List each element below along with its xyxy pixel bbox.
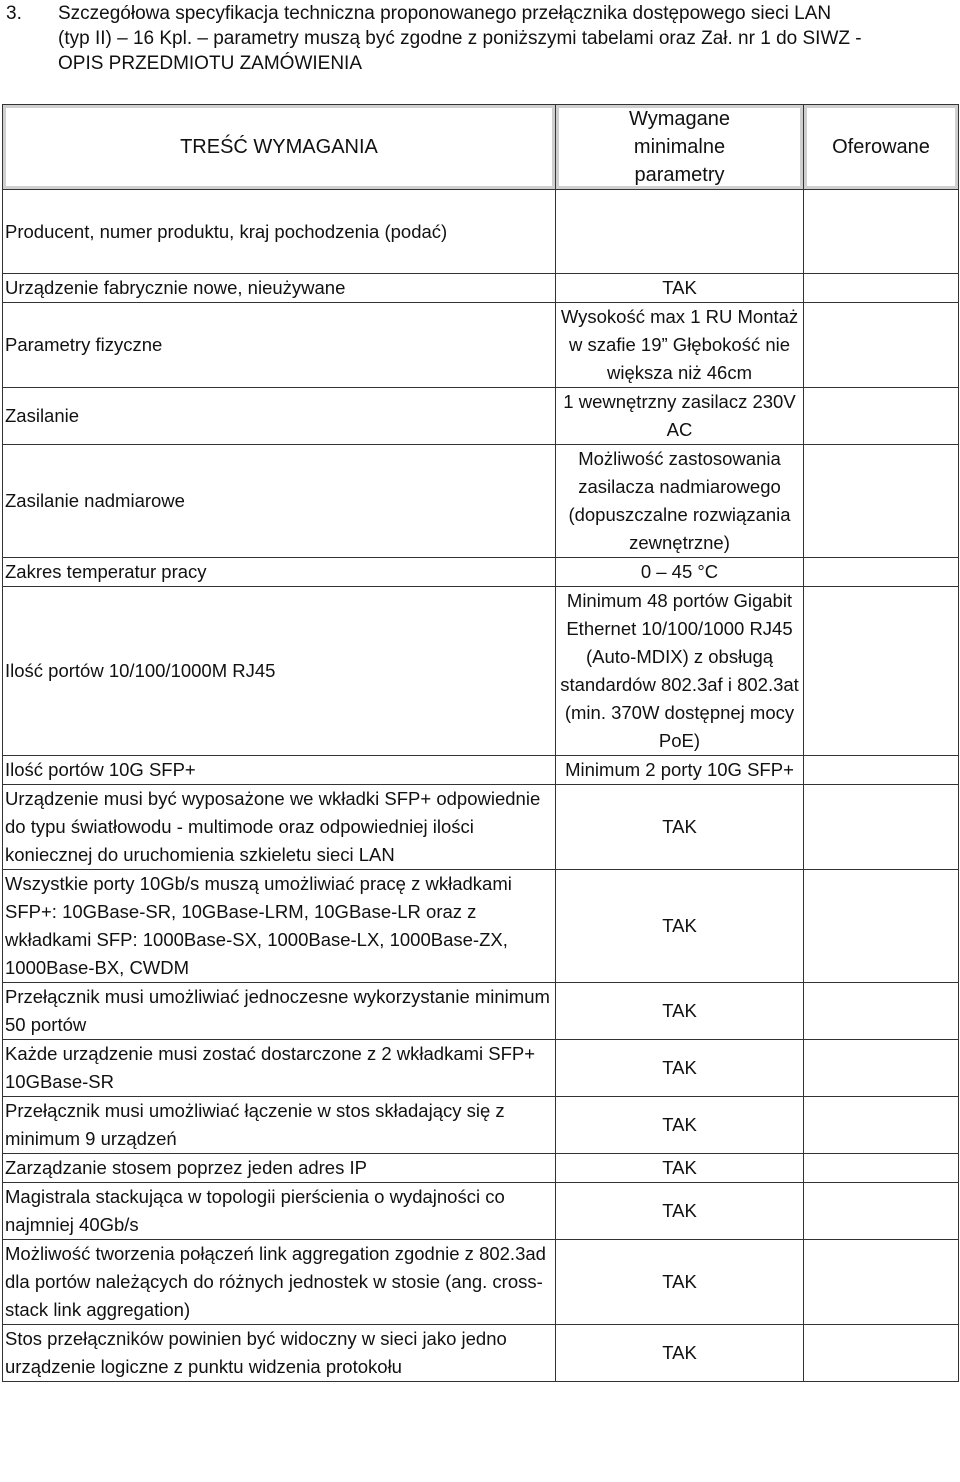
table-row [3, 756, 959, 785]
offered-cell[interactable] [804, 756, 959, 785]
offered-cell[interactable] [804, 870, 959, 983]
offered-cell[interactable] [804, 1097, 959, 1154]
header-required-line-3: parametry [634, 164, 725, 186]
offered-cell[interactable] [804, 1040, 959, 1097]
requirement-cell: Przełącznik musi umożliwiać jednoczesne wykorzystanie minimum 50 portów [3, 983, 556, 1040]
table-row [3, 1240, 959, 1325]
required-value-cell: Wysokość max 1 RU Montaż w szafie 19” Głębokość nie większa niż 46cm [556, 303, 804, 388]
requirement-cell: Każde urządzenie musi zostać dostarczone z 2 wkładkami SFP+ 10GBase-SR [3, 1040, 556, 1097]
offered-cell[interactable] [804, 1325, 959, 1382]
requirement-cell: Ilość portów 10G SFP+ [3, 756, 556, 785]
table-row [3, 870, 959, 983]
offered-cell[interactable] [804, 558, 959, 587]
table-row [3, 1325, 959, 1382]
requirement-cell: Zarządzanie stosem poprzez jeden adres IP [3, 1154, 556, 1183]
requirement-cell: Parametry fizyczne [3, 303, 556, 388]
section-number: 3. [6, 3, 22, 24]
table-row [3, 587, 959, 756]
header-offered: Oferowane [804, 105, 959, 190]
offered-cell[interactable] [804, 388, 959, 445]
table-row [3, 558, 959, 587]
required-value-cell: 1 wewnętrzny zasilacz 230V AC [556, 388, 804, 445]
table-row [3, 1154, 959, 1183]
requirement-cell: Wszystkie porty 10Gb/s muszą umożliwiać pracę z wkładkami SFP+: 10GBase-SR, 10GBase-LRM, 10GBase-LR oraz z wkładkami SFP: 1000Base-SX, 1000Base-LX, 1000Base-ZX, 1000Base-BX, CWDM [3, 870, 556, 983]
requirement-cell: Zakres temperatur pracy [3, 558, 556, 587]
required-value-cell: Możliwość zastosowania zasilacza nadmiarowego (dopuszczalne rozwiązania zewnętrzne) [556, 445, 804, 558]
table-header-row [3, 105, 959, 190]
header-required-line-2: minimalne [633, 136, 726, 158]
required-value-cell: TAK [556, 1097, 804, 1154]
table-row [3, 1040, 959, 1097]
table-row [3, 388, 959, 445]
table-row [3, 445, 959, 558]
requirement-cell: Możliwość tworzenia połączeń link aggregation zgodnie z 802.3ad dla portów należących do różnych jednostek w stosie (ang. cross-stack link aggregation) [3, 1240, 556, 1325]
offered-cell[interactable] [804, 303, 959, 388]
required-value-cell: TAK [556, 785, 804, 870]
offered-cell[interactable] [804, 785, 959, 870]
section-title-line-2: (typ II) – 16 Kpl. – parametry muszą być zgodne z poniższymi tabelami oraz Zał. nr 1 do SIWZ - [58, 28, 862, 49]
offered-cell[interactable] [804, 274, 959, 303]
required-value-cell: TAK [556, 1040, 804, 1097]
table-row [3, 1097, 959, 1154]
required-value-cell: TAK [556, 983, 804, 1040]
requirement-cell: Producent, numer produktu, kraj pochodzenia (podać) [3, 190, 556, 274]
offered-cell[interactable] [804, 587, 959, 756]
section-title-line-3: OPIS PRZEDMIOTU ZAMÓWIENIA [58, 53, 363, 74]
table-row [3, 983, 959, 1040]
table-row [3, 303, 959, 388]
offered-cell[interactable] [804, 983, 959, 1040]
offered-cell[interactable] [804, 445, 959, 558]
requirement-cell: Zasilanie [3, 388, 556, 445]
offered-cell[interactable] [804, 1154, 959, 1183]
requirement-cell: Zasilanie nadmiarowe [3, 445, 556, 558]
required-value-cell: TAK [556, 1240, 804, 1325]
requirement-cell: Urządzenie musi być wyposażone we wkładki SFP+ odpowiednie do typu światłowodu - multimode oraz odpowiedniej ilości koniecznej do uruchomienia szkieletu sieci LAN [3, 785, 556, 870]
requirement-cell: Magistrala stackująca w topologii pierścienia o wydajności co najmniej 40Gb/s [3, 1183, 556, 1240]
table-row [3, 190, 959, 274]
offered-cell[interactable] [804, 190, 959, 274]
offered-cell[interactable] [804, 1240, 959, 1325]
required-value-cell: Minimum 48 portów Gigabit Ethernet 10/100/1000 RJ45 (Auto-MDIX) z obsługą standardów 802.3af i 802.3at (min. 370W dostępnej mocy PoE) [556, 587, 804, 756]
header-required-parameters [556, 105, 804, 190]
required-value-cell: TAK [556, 1154, 804, 1183]
required-value-cell: TAK [556, 1183, 804, 1240]
table-row [3, 1183, 959, 1240]
requirement-cell: Stos przełączników powinien być widoczny w sieci jako jedno urządzenie logiczne z punktu widzenia protokołu [3, 1325, 556, 1382]
header-requirement: TREŚĆ WYMAGANIA [3, 105, 556, 190]
requirement-cell: Urządzenie fabrycznie nowe, nieużywane [3, 274, 556, 303]
required-value-cell: TAK [556, 1325, 804, 1382]
required-value-cell [556, 190, 804, 274]
section-title-line-1: Szczegółowa specyfikacja techniczna proponowanego przełącznika dostępowego sieci LAN [58, 3, 832, 24]
table-row [3, 274, 959, 303]
table-row [3, 785, 959, 870]
header-required-line-1: Wymagane [629, 108, 730, 130]
requirement-cell: Przełącznik musi umożliwiać łączenie w stos składający się z minimum 9 urządzeń [3, 1097, 556, 1154]
specification-table [2, 104, 959, 1382]
required-value-cell: 0 – 45 °C [556, 558, 804, 587]
requirement-cell: Ilość portów 10/100/1000M RJ45 [3, 587, 556, 756]
required-value-cell: TAK [556, 274, 804, 303]
required-value-cell: TAK [556, 870, 804, 983]
required-value-cell: Minimum 2 porty 10G SFP+ [556, 756, 804, 785]
offered-cell[interactable] [804, 1183, 959, 1240]
